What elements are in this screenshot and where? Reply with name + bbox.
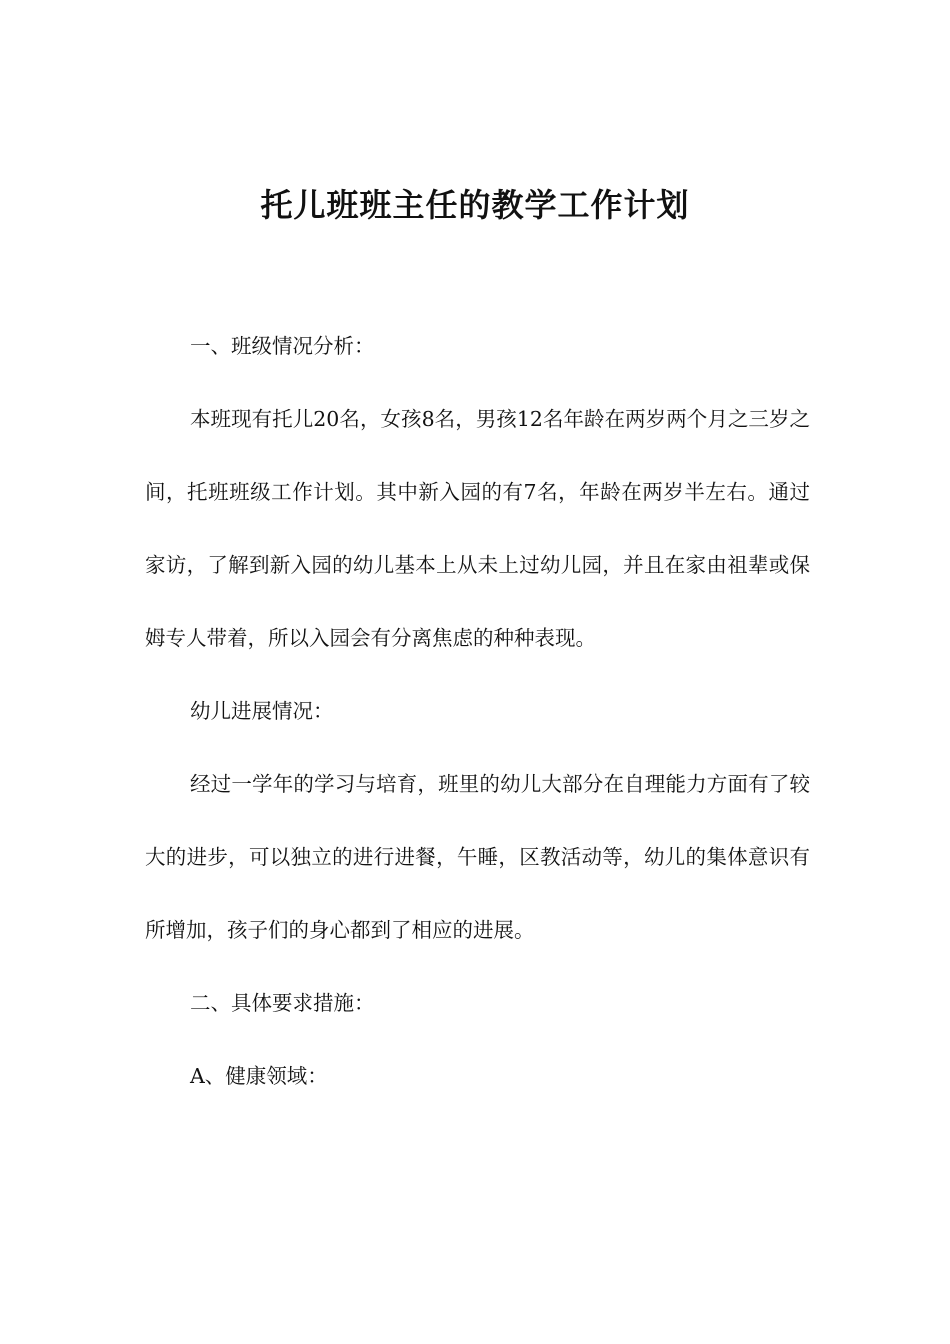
- document-body: [145, 310, 810, 1113]
- subheading-child-progress: 幼儿进展情况：: [190, 699, 334, 723]
- section-heading-class-analysis: 一、班级情况分析：: [190, 334, 375, 358]
- document-title: 托儿班班主任的教学工作计划: [260, 186, 690, 224]
- paragraph-class-overview: 本班现有托儿20名，女孩8名，男孩12名年龄在两岁两个月之三岁之间，托班班级工作计划。其中新入园的有7名，年龄在两岁半左右。通过家访，了解到新入园的幼儿基本上从未上过幼儿园，并且在家由祖辈或保姆专人带着，所以入园会有分离焦虑的种种表现。: [145, 407, 810, 650]
- section-heading-measures: 二、具体要求措施：: [190, 991, 375, 1015]
- paragraph-child-progress: 经过一学年的学习与培育，班里的幼儿大部分在自理能力方面有了较大的进步，可以独立的进行进餐，午睡，区教活动等，幼儿的集体意识有所增加，孩子们的身心都到了相应的进展。: [145, 772, 810, 942]
- subheading-health-domain: A、健康领域：: [190, 1064, 328, 1088]
